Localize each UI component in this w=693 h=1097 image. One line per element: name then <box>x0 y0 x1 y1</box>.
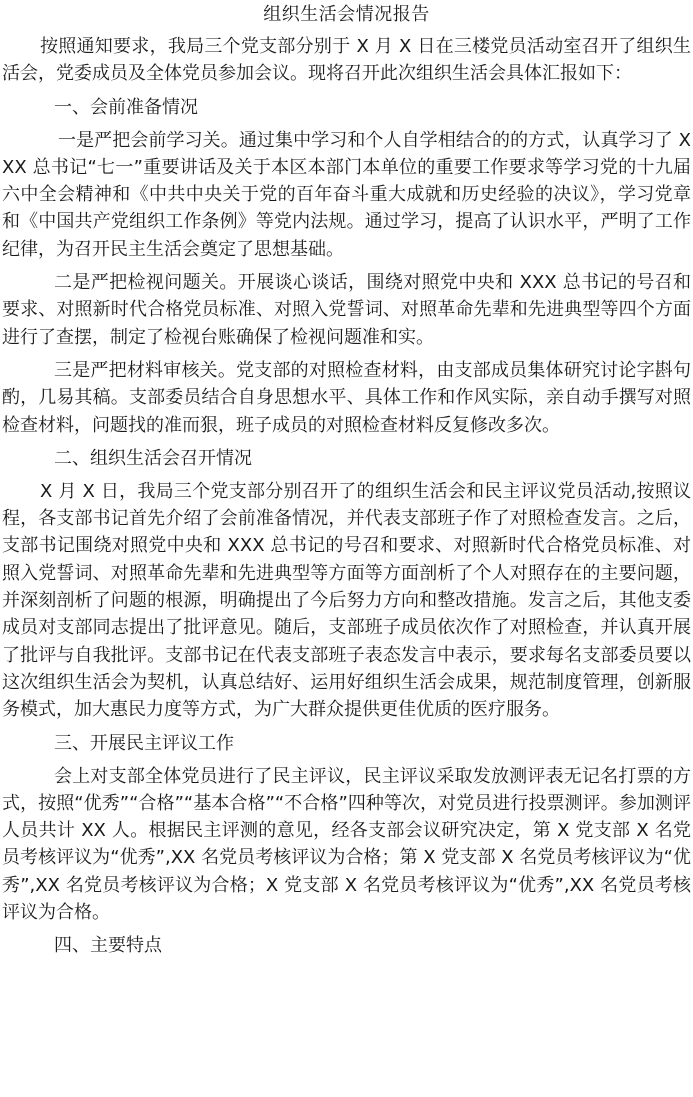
section-heading-2: 二、组织生活会召开情况 <box>54 447 252 469</box>
section-1-paragraph-2: 二是严把检视问题关。开展谈心谈话，围绕对照党中央和 XXX 总书记的号召和要求、对照新时代合格党员标准、对照入党誓词、对照革命先辈和先进典型等四个方面进行了查摆，制定了检视台账确保了检视问题准和实。 <box>2 272 691 348</box>
section-heading-1: 一、会前准备情况 <box>54 96 198 118</box>
section-1-paragraph-3: 三是严把材料审核关。党支部的对照检查材料，由支部成员集体研究讨论字斟句酌，几易其稿。支部委员结合自身思想水平、具体工作和作风实际，亲自动手撰写对照检查材料，问题找的准而狠，班子成员的对照检查材料反复修改多次。 <box>2 359 691 436</box>
document-title: 组织生活会情况报告 <box>263 4 430 25</box>
section-heading-4: 四、主要特点 <box>54 935 162 957</box>
intro-paragraph: 按照通知要求，我局三个党支部分别于 X 月 X 日在三楼党员活动室召开了组织生活会，党委成员及全体党员参加会议。现将召开此次组织生活会具体汇报如下： <box>2 36 691 85</box>
section-1-paragraph-1: 一是严把会前学习关。通过集中学习和个人自学相结合的的方式，认真学习了 XXX 总书记“七一”重要讲话及关于本区本部门本单位的重要工作要求等学习党的十九届六中全会精神和《中共中央关于党的百年奋斗重大成就和历史经验的决议》，学习党章和《中国共产党组织工作条例》等党内法规。通过学习，提高了认识水平，严明了工作纪律，为召开民主生活会奠定了思想基础。 <box>2 129 691 260</box>
section-3-paragraph-1: 会上对支部全体党员进行了民主评议，民主评议采取发放测评表无记名打票的方式，按照“优秀”“合格”“基本合格”“不合格”四种等次，对党员进行投票测评。参加测评人员共计 XX 人。根据民主评测的意见，经各支部会议研究决定，第 X 党支部 X 名党员考核评议为“优秀”,XX 名党员考核评议为合格；第 X 党支部 X 名党员考核评议为“优秀”,XX 名党员考核评议为合格；X 党支部 X 名党员考核评议为“优秀”,XX 名党员考核评议为合格。 <box>2 765 691 924</box>
section-heading-3: 三、开展民主评议工作 <box>54 732 234 754</box>
section-2-paragraph-1: X 月 X 日，我局三个党支部分别召开了的组织生活会和民主评议党员活动,按照议程，各支部书记首先介绍了会前准备情况，并代表支部班子作了对照检查发言。之后，支部书记围绕对照党中央和 XXX 总书记的号召和要求、对照新时代合格党员标准、对照入党誓词、对照革命先辈和先进典型等方面等方面剖析了个人对照存在的主要问题，并深刻剖析了问题的根源，明确提出了今后努力方向和整改措施。发言之后，其他支委成员对支部同志提出了批评意见。随后，支部班子成员依次作了对照检查，并认真开展了批评与自我批评。支部书记在代表支部班子表态发言中表示，要求每名支部委员要以这次组织生活会为契机，认真总结好、运用好组织生活会成果，规范制度管理，创新服务模式，加大惠民力度等方式，为广大群众提供更佳优质的医疗服务。 <box>2 480 691 721</box>
